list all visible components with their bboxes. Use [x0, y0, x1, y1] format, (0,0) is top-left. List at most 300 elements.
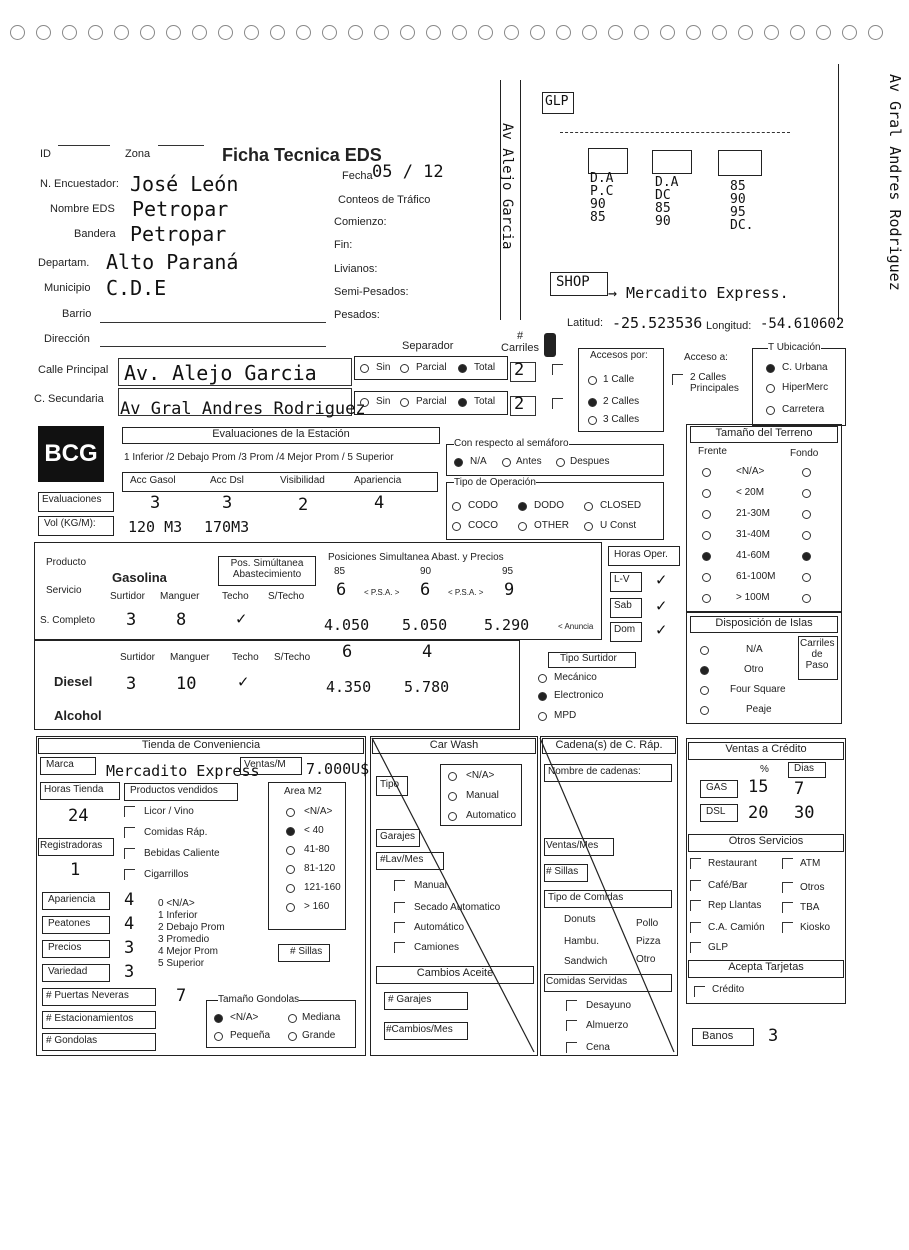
closed-label: CLOSED	[600, 500, 642, 511]
rating-label: Precios	[48, 942, 82, 953]
binding-ring	[62, 25, 77, 40]
servicio-item: TBA	[800, 902, 820, 913]
tamano-label: Tamaño Gondolas	[218, 994, 300, 1005]
rating-value[interactable]: 3	[124, 938, 135, 958]
islas-four-radio[interactable]	[700, 686, 709, 695]
rating-value[interactable]: 4	[124, 890, 135, 910]
dsl-manguer-label: Manguer	[170, 652, 210, 663]
pump3-products	[730, 180, 753, 232]
evaluaciones-row-label: Evaluaciones	[42, 494, 102, 505]
terreno-option: 41-60M	[736, 550, 770, 561]
calle-principal-value[interactable]: Av. Alejo Garcia	[124, 361, 317, 385]
producto-check[interactable]	[124, 806, 135, 817]
marca-label: Marca	[46, 759, 74, 770]
servicio-check[interactable]	[782, 922, 793, 933]
cw-na: <N/A>	[466, 770, 495, 781]
horas-sab-check[interactable]: ✓	[656, 596, 667, 616]
frente-radio[interactable]	[702, 552, 711, 561]
area-option: > 160	[304, 901, 330, 912]
p1-b: P.C	[590, 184, 614, 199]
sep2-sin: Sin	[376, 396, 391, 407]
horas-lv-check[interactable]: ✓	[656, 570, 667, 590]
p2-c: 85	[655, 201, 671, 216]
comienzo-label: Comienzo:	[334, 216, 387, 228]
islas-otro: Otro	[744, 664, 764, 675]
coco-radio[interactable]	[452, 522, 461, 531]
urbana-radio[interactable]	[766, 364, 775, 373]
tamano-grande-radio[interactable]	[288, 1032, 297, 1041]
dodo-label: DODO	[534, 500, 564, 511]
tamano-na-radio[interactable]	[214, 1014, 223, 1023]
terreno-option: 61-100M	[736, 571, 776, 582]
area-radio[interactable]	[286, 884, 295, 893]
servicio-check[interactable]	[690, 880, 701, 891]
grade-85: 85	[334, 566, 346, 577]
techo-label: Techo	[222, 591, 249, 602]
islas-na: N/A	[746, 644, 763, 655]
grade-90: 90	[420, 566, 432, 577]
cadena-strike	[540, 738, 674, 1052]
semaforo-despues: Despues	[570, 456, 610, 467]
tipo-pollo: Pollo	[636, 918, 659, 929]
semaforo1-check[interactable]	[552, 364, 563, 375]
hipermerc-label: HiperMerc	[782, 382, 829, 393]
servicio-item: ATM	[800, 858, 821, 869]
horas-lv: L-V	[614, 574, 630, 585]
tamano-na: <N/A>	[230, 1012, 259, 1023]
rating-label: Variedad	[48, 966, 88, 977]
carriles-label: # Carriles	[501, 330, 539, 354]
vol-dsl-value[interactable]: 170M3	[204, 518, 250, 536]
eval-acc-gasol[interactable]: 3	[150, 493, 161, 513]
other-radio[interactable]	[518, 522, 527, 531]
dsl-price-1[interactable]: 4.350	[326, 678, 372, 696]
cena-label: Cena	[586, 1042, 610, 1053]
gas-surtidor-value[interactable]: 3	[126, 610, 137, 630]
sep2-parcial: Parcial	[416, 396, 447, 407]
ubicacion-label: T Ubicación	[768, 342, 821, 353]
pump1-products	[590, 172, 613, 224]
mecanico-radio[interactable]	[538, 674, 547, 683]
tamano-pequena: Pequeña	[230, 1030, 271, 1041]
dodo-radio[interactable]	[518, 502, 527, 511]
producto-check[interactable]	[124, 827, 135, 838]
tipo-hambu: Hambu.	[564, 936, 600, 947]
pump-island-3	[718, 150, 762, 176]
servicio-check[interactable]	[690, 942, 701, 953]
carwash-strike	[372, 738, 534, 1052]
servicio-check[interactable]	[690, 900, 701, 911]
grade-95: 95	[502, 566, 514, 577]
producto-check[interactable]	[124, 869, 135, 880]
credito-header: Ventas a Crédito	[688, 742, 844, 760]
zona-field[interactable]	[158, 145, 204, 146]
tamano-pequena-radio[interactable]	[214, 1032, 223, 1041]
credito-gas-dias[interactable]: 7	[794, 779, 805, 799]
binding-rings	[0, 20, 909, 40]
horas-dom: Dom	[614, 624, 636, 635]
longitud-label: Longitud:	[706, 320, 752, 332]
area-radio[interactable]	[286, 808, 295, 817]
tarjetas-header: Acepta Tarjetas	[688, 960, 844, 978]
rating-label: Peatones	[48, 918, 91, 929]
calle1-radio[interactable]	[588, 376, 597, 385]
semaforo-antes-radio[interactable]	[502, 458, 511, 467]
binding-ring	[270, 25, 285, 40]
fondo-radio[interactable]	[802, 489, 811, 498]
cw-opt1: Manual	[414, 880, 447, 891]
anuncia-label: < Anuncia	[558, 622, 594, 631]
binding-ring	[348, 25, 363, 40]
frente-radio[interactable]	[702, 573, 711, 582]
shop-name: → Mercadito Express.	[608, 284, 789, 302]
gondolas-label: # Gondolas	[46, 1035, 98, 1046]
diesel-label: Diesel	[54, 674, 93, 689]
binding-ring	[530, 25, 545, 40]
puertas-value[interactable]: 7	[176, 986, 187, 1006]
tipo-sandwich: Sandwich	[564, 956, 608, 967]
binding-ring	[660, 25, 675, 40]
dsl-surtidor-label: Surtidor	[120, 652, 156, 663]
p3-d: DC.	[730, 218, 754, 233]
barrio-field[interactable]	[100, 322, 326, 323]
strike-lines	[370, 736, 676, 1054]
sep2-parcial-radio[interactable]	[400, 398, 409, 407]
eval-acc-dsl[interactable]: 3	[222, 493, 233, 513]
mpd-label: MPD	[554, 710, 577, 721]
cw-opt3: Automático	[414, 922, 465, 933]
banos-value[interactable]: 3	[768, 1026, 779, 1046]
servicio-item: Rep Llantas	[708, 900, 762, 911]
electronico-label: Electronico	[554, 690, 604, 701]
area-option: 121-160	[304, 882, 341, 893]
cam-garajes-label: # Garajes	[388, 994, 432, 1005]
fondo-radio[interactable]	[802, 552, 811, 561]
street-line-left-2	[520, 80, 521, 320]
gas-price-85[interactable]: 4.050	[324, 616, 370, 634]
terreno-option: < 20M	[736, 487, 765, 498]
banos-label: Banos	[702, 1030, 734, 1042]
scale-item: 5 Superior	[158, 958, 205, 969]
acceso-a-label: Acceso a:	[684, 352, 728, 363]
servicio-item: C.A. Camión	[708, 922, 765, 933]
secundaria-value[interactable]: Av Gral Andres Rodriguez	[120, 399, 366, 419]
servicio-check[interactable]	[782, 882, 793, 893]
producto-check[interactable]	[124, 848, 135, 859]
tamano-mediana: Mediana	[302, 1012, 341, 1023]
codo-radio[interactable]	[452, 502, 461, 511]
canopy-line	[560, 132, 790, 133]
vol-label: Vol (KG/M):	[44, 518, 96, 529]
eval-apariencia[interactable]: 4	[374, 493, 385, 513]
cambios-header: Cambios Aceite	[376, 966, 534, 984]
calle3-radio[interactable]	[588, 416, 597, 425]
fondo-radio[interactable]	[802, 594, 811, 603]
lav-label: #Lav/Mes	[380, 854, 424, 865]
traffic-light-icon	[544, 333, 556, 357]
eval-visibilidad[interactable]: 2	[298, 495, 309, 515]
carretera-label: Carretera	[782, 404, 825, 415]
almuerzo-label: Almuerzo	[586, 1020, 629, 1031]
servicio-item: Café/Bar	[708, 880, 748, 891]
binding-ring	[868, 25, 883, 40]
gas-pos-95[interactable]: 9	[504, 580, 515, 600]
id-label: ID	[40, 148, 51, 160]
binding-ring	[244, 25, 259, 40]
frente-radio[interactable]	[702, 594, 711, 603]
id-field[interactable]	[58, 145, 110, 146]
fin-label: Fin:	[334, 239, 353, 251]
scompleto-label: S. Completo	[40, 615, 96, 626]
bandera-value[interactable]: Petropar	[130, 222, 227, 246]
rating-value[interactable]: 4	[124, 914, 135, 934]
p1-c: 90	[590, 197, 606, 212]
sep1-sin-radio[interactable]	[360, 364, 369, 373]
uconst-label: U Const	[600, 520, 637, 531]
psa-2: < P.S.A. >	[448, 588, 484, 597]
binding-ring	[816, 25, 831, 40]
scale-item: 4 Mejor Prom	[158, 946, 219, 957]
encuestador-label: N. Encuestador:	[40, 178, 119, 190]
dsl-price-2[interactable]: 5.780	[404, 678, 450, 696]
servicio-item: Restaurant	[708, 858, 757, 869]
acceso-principales-check[interactable]	[672, 374, 683, 385]
area-radio[interactable]	[286, 903, 295, 912]
dsl-manguer-value[interactable]: 10	[176, 674, 197, 694]
registradoras-value[interactable]: 1	[70, 860, 81, 880]
electronico-radio[interactable]	[538, 692, 547, 701]
area-label: Area M2	[284, 786, 322, 797]
area-radio[interactable]	[286, 827, 295, 836]
calle3-label: 3 Calles	[603, 414, 640, 425]
frente-radio[interactable]	[702, 510, 711, 519]
gas-manguer-value[interactable]: 8	[176, 610, 187, 630]
terreno-option: > 100M	[736, 592, 770, 603]
sep1-total-radio[interactable]	[458, 364, 467, 373]
pesados-label: Pesados:	[334, 309, 380, 321]
fondo-label: Fondo	[790, 448, 819, 459]
latitud-value[interactable]: -25.523536	[612, 314, 703, 332]
garajes-label: Garajes	[380, 831, 416, 842]
servicio-check[interactable]	[782, 858, 793, 869]
departam-label: Departam.	[38, 257, 90, 269]
fondo-radio[interactable]	[802, 468, 811, 477]
encuestador-value[interactable]: José León	[130, 172, 239, 196]
binding-ring	[10, 25, 25, 40]
terreno-option: 31-40M	[736, 529, 770, 540]
binding-ring	[140, 25, 155, 40]
sep2-total: Total	[474, 396, 496, 407]
glp-label: GLP	[545, 94, 569, 109]
horas-tienda-value[interactable]: 24	[68, 806, 89, 826]
pos-prec-label: Posiciones Simultanea Abast. y Precios	[328, 552, 504, 563]
sep1-total: Total	[474, 362, 496, 373]
carretera-radio[interactable]	[766, 406, 775, 415]
direccion-field[interactable]	[100, 346, 326, 347]
binding-ring	[88, 25, 103, 40]
binding-ring	[452, 25, 467, 40]
producto-item: Cigarrillos	[144, 869, 189, 880]
tienda-ventas-label: Ventas/M	[244, 759, 286, 770]
municipio-label: Municipio	[44, 282, 91, 294]
cadena-sillas-label: # Sillas	[546, 866, 579, 877]
servicio-item: GLP	[708, 942, 729, 953]
sep1-parcial-radio[interactable]	[400, 364, 409, 373]
dsl-pos-2[interactable]: 4	[422, 642, 433, 662]
p2-b: DC	[655, 188, 671, 203]
servicio-check[interactable]	[690, 858, 701, 869]
gas-techo-check[interactable]: ✓	[236, 609, 247, 629]
livianos-label: Livianos:	[334, 263, 378, 275]
tamano-grande: Grande	[302, 1030, 336, 1041]
tipo-pizza: Pizza	[636, 936, 661, 947]
credito-check[interactable]	[694, 986, 705, 997]
carwash-tipo-label: Tipo	[380, 779, 400, 790]
semaforo-na: N/A	[470, 456, 487, 467]
nombre-value[interactable]: Petropar	[132, 197, 229, 221]
credito-dsl-label: DSL	[706, 806, 726, 817]
pump-island-2	[652, 150, 692, 174]
gas-pos-90[interactable]: 6	[420, 580, 431, 600]
sep2-total-radio[interactable]	[458, 398, 467, 407]
horas-tienda-label: Horas Tienda	[44, 784, 104, 795]
departam-value[interactable]: Alto Paraná	[106, 250, 239, 274]
gas-price-90[interactable]: 5.050	[402, 616, 448, 634]
hipermerc-radio[interactable]	[766, 384, 775, 393]
fondo-radio[interactable]	[802, 573, 811, 582]
binding-ring	[192, 25, 207, 40]
binding-ring	[374, 25, 389, 40]
area-radio[interactable]	[286, 846, 295, 855]
credito-dias: Dias	[794, 763, 815, 774]
binding-ring	[36, 25, 51, 40]
servicio-check[interactable]	[782, 902, 793, 913]
frente-radio[interactable]	[702, 531, 711, 540]
nombre-label: Nombre EDS	[50, 203, 115, 215]
cw-opt2: Secado Automatico	[414, 902, 501, 913]
dsl-surtidor-value[interactable]: 3	[126, 674, 137, 694]
closed-radio[interactable]	[584, 502, 593, 511]
binding-ring	[608, 25, 623, 40]
binding-ring	[478, 25, 493, 40]
p2-d: 90	[655, 214, 671, 229]
marca-value[interactable]: Mercadito Express	[106, 762, 260, 780]
street-right-label: Av Gral Andres Rodriguez	[886, 74, 904, 291]
tienda-ventas-value[interactable]: 7.000U$	[306, 760, 370, 778]
islas-header: Disposición de Islas	[690, 616, 838, 633]
tienda-header: Tienda de Conveniencia	[38, 738, 364, 754]
horas-dom-check[interactable]: ✓	[656, 620, 667, 640]
binding-ring	[738, 25, 753, 40]
fondo-radio[interactable]	[802, 531, 811, 540]
frente-radio[interactable]	[702, 489, 711, 498]
accesos-label: Accesos por:	[590, 350, 648, 361]
municipio-value[interactable]: C.D.E	[106, 276, 167, 300]
binding-ring	[114, 25, 129, 40]
servicio-check[interactable]	[690, 922, 701, 933]
p3-b: 90	[730, 192, 746, 207]
surtidor-tipo-header: Tipo Surtidor	[560, 653, 617, 664]
servicio-label: Servicio	[46, 585, 82, 596]
islas-otro-radio[interactable]	[700, 666, 709, 675]
zona-label: Zona	[125, 148, 151, 160]
sep1-parcial: Parcial	[416, 362, 447, 373]
islas-four: Four Square	[730, 684, 786, 695]
rating-value[interactable]: 3	[124, 962, 135, 982]
credito-label: Crédito	[712, 984, 745, 995]
gas-pos-85[interactable]: 6	[336, 580, 347, 600]
longitud-value[interactable]: -54.610602	[760, 316, 845, 332]
area-option: <N/A>	[304, 806, 333, 817]
conteos-label: Conteos de Tráfico	[338, 194, 431, 206]
frente-radio[interactable]	[702, 468, 711, 477]
fondo-radio[interactable]	[802, 510, 811, 519]
calle2-radio[interactable]	[588, 398, 597, 407]
binding-ring	[296, 25, 311, 40]
cw-auto: Automatico	[466, 810, 517, 821]
carriles1-value[interactable]: 2	[514, 360, 525, 380]
semaforo2-check[interactable]	[552, 398, 563, 409]
surtidor-label: Surtidor	[110, 591, 146, 602]
binding-ring	[634, 25, 649, 40]
calle-principal-label: Calle Principal	[38, 364, 109, 376]
calle1-label: 1 Calle	[603, 374, 635, 385]
vol-gas-value[interactable]: 120 M3	[128, 518, 183, 536]
semaforo-despues-radio[interactable]	[556, 458, 565, 467]
uconst-radio[interactable]	[584, 522, 593, 531]
credito-dsl-dias[interactable]: 30	[794, 803, 815, 823]
binding-ring	[556, 25, 571, 40]
mpd-radio[interactable]	[538, 712, 547, 721]
otros-header: Otros Servicios	[688, 834, 844, 852]
separador-label: Separador	[402, 340, 454, 352]
area-radio[interactable]	[286, 865, 295, 874]
col-acc-gasol: Acc Gasol	[130, 475, 176, 486]
p3-a: 85	[730, 179, 746, 194]
cam-mes-label: #Cambios/Mes	[386, 1024, 453, 1035]
binding-ring	[218, 25, 233, 40]
dsl-techo-check[interactable]: ✓	[238, 672, 249, 692]
cadena-header: Cadena(s) de C. Ráp.	[542, 738, 676, 754]
col-acc-dsl: Acc Dsl	[210, 475, 244, 486]
islas-peaje-radio[interactable]	[700, 706, 709, 715]
carriles2-value[interactable]: 2	[514, 394, 525, 414]
productos-label: Productos vendidos	[130, 785, 218, 796]
semaforo-na-radio[interactable]	[454, 458, 463, 467]
islas-na-radio[interactable]	[700, 646, 709, 655]
binding-ring	[166, 25, 181, 40]
producto-item: Comidas Ráp.	[144, 827, 208, 838]
codo-label: CODO	[468, 500, 498, 511]
rating-label: Apariencia	[48, 894, 96, 905]
terreno-header: Tamaño del Terreno	[690, 426, 838, 443]
semaforo-label: Con respecto al semáforo	[454, 438, 569, 449]
dsl-pos-1[interactable]: 6	[342, 642, 353, 662]
tamano-mediana-radio[interactable]	[288, 1014, 297, 1023]
gas-price-95[interactable]: 5.290	[484, 616, 530, 634]
fecha-value[interactable]: 05 / 12	[372, 162, 444, 182]
semipesados-label: Semi-Pesados:	[334, 286, 409, 298]
binding-ring	[504, 25, 519, 40]
direccion-label: Dirección	[44, 333, 90, 345]
credito-gas-pct[interactable]: 15	[748, 777, 769, 797]
credito-dsl-pct[interactable]: 20	[748, 803, 769, 823]
area-option: 41-80	[304, 844, 330, 855]
barrio-label: Barrio	[62, 308, 92, 320]
sep2-sin-radio[interactable]	[360, 398, 369, 407]
bandera-label: Bandera	[74, 228, 116, 240]
servidas-label: Comidas Servidas	[546, 976, 628, 987]
